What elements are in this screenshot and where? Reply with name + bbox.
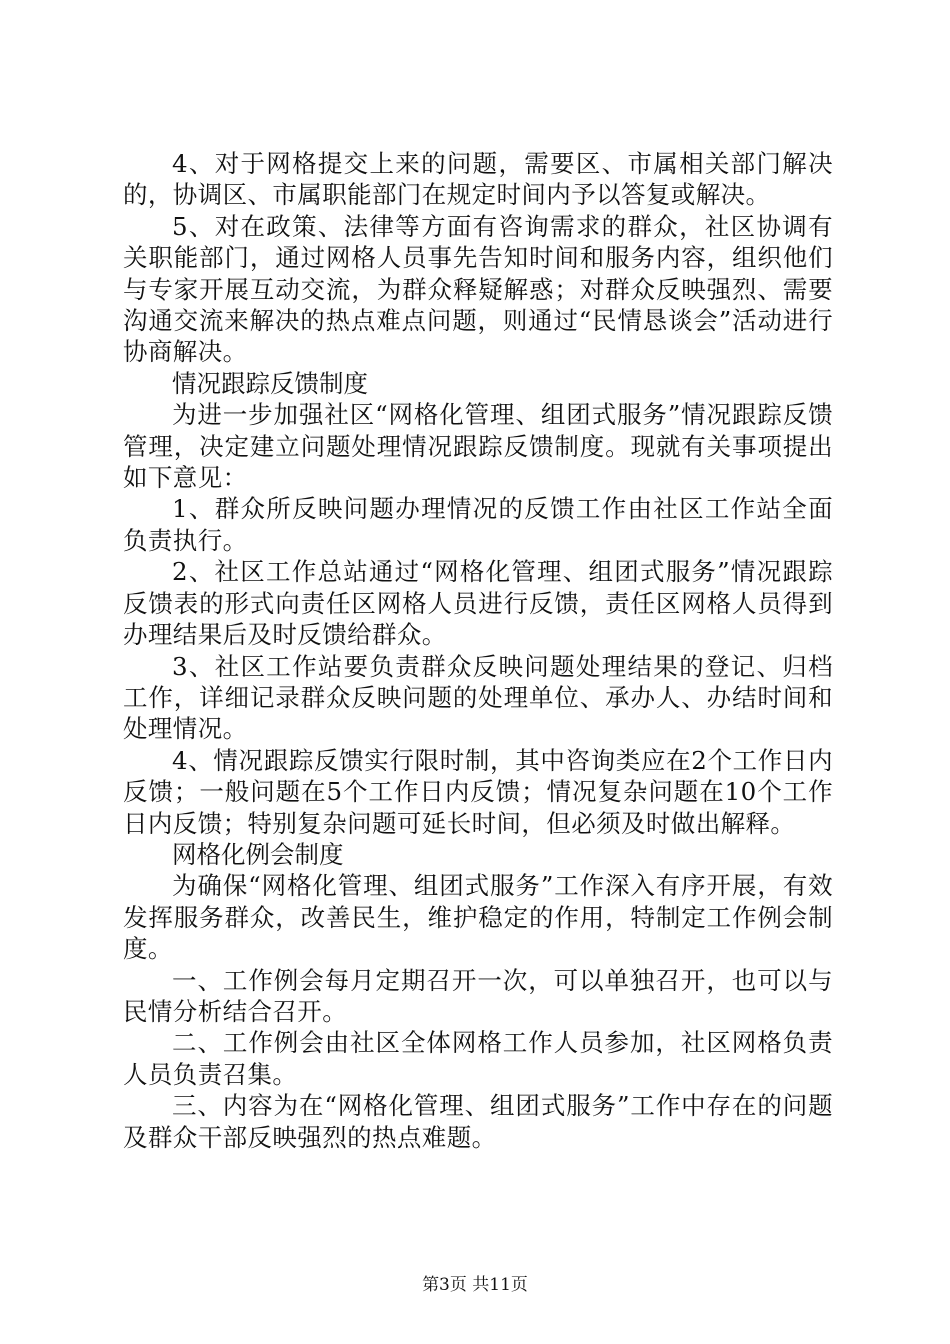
paragraph-feedback-3: 3、社区工作站要负责群众反映问题处理结果的登记、归档工作，详细记录群众反映问题的处理单位、承办人、办结时间和处理情况。 <box>123 651 833 744</box>
paragraph-feedback-2: 2、社区工作总站通过“网格化管理、组团式服务”情况跟踪反馈表的形式向责任区网格人员进行反馈，责任区网格人员得到办理结果后及时反馈给群众。 <box>123 557 833 650</box>
paragraph-feedback-1: 1、群众所反映问题办理情况的反馈工作由社区工作站全面负责执行。 <box>123 494 833 555</box>
paragraph-item-4-reply: 4、对于网格提交上来的问题，需要区、市属相关部门解决的，协调区、市属职能部门在规定时间内予以答复或解决。 <box>123 149 833 210</box>
paragraph-meeting-2: 二、工作例会由社区全体网格工作人员参加，社区网格负责人员负责召集。 <box>123 1028 833 1089</box>
document-body <box>123 148 833 1153</box>
paragraph-feedback-4: 4、情况跟踪反馈实行限时制，其中咨询类应在2个工作日内反馈；一般问题在5个工作日内反馈；情况复杂问题在10个工作日内反馈；特别复杂问题可延长时间，但必须及时做出解释。 <box>123 745 833 838</box>
section-heading-meeting: 网格化例会制度 <box>172 839 344 869</box>
paragraph-meeting-1: 一、工作例会每月定期召开一次，可以单独召开，也可以与民情分析结合召开。 <box>123 965 833 1026</box>
paragraph-meeting-intro: 为确保“网格化管理、组团式服务”工作深入有序开展，有效发挥服务群众，改善民生，维护稳定的作用，特制定工作例会制度。 <box>123 871 833 964</box>
section-heading-feedback: 情况跟踪反馈制度 <box>172 368 368 398</box>
page-footer: 第3页 共11页 <box>422 1275 528 1295</box>
paragraph-meeting-3: 三、内容为在“网格化管理、组团式服务”工作中存在的问题及群众干部反映强烈的热点难题。 <box>123 1091 833 1152</box>
paragraph-feedback-intro: 为进一步加强社区“网格化管理、组团式服务”情况跟踪反馈管理，决定建立问题处理情况跟踪反馈制度。现就有关事项提出如下意见： <box>123 400 833 493</box>
paragraph-item-5-consultation: 5、对在政策、法律等方面有咨询需求的群众，社区协调有关职能部门，通过网格人员事先告知时间和服务内容，组织他们与专家开展互动交流，为群众释疑解惑；对群众反映强烈、需要沟通交流来解决的热点难点问题，则通过“民情恳谈会”活动进行协商解决。 <box>123 211 833 367</box>
